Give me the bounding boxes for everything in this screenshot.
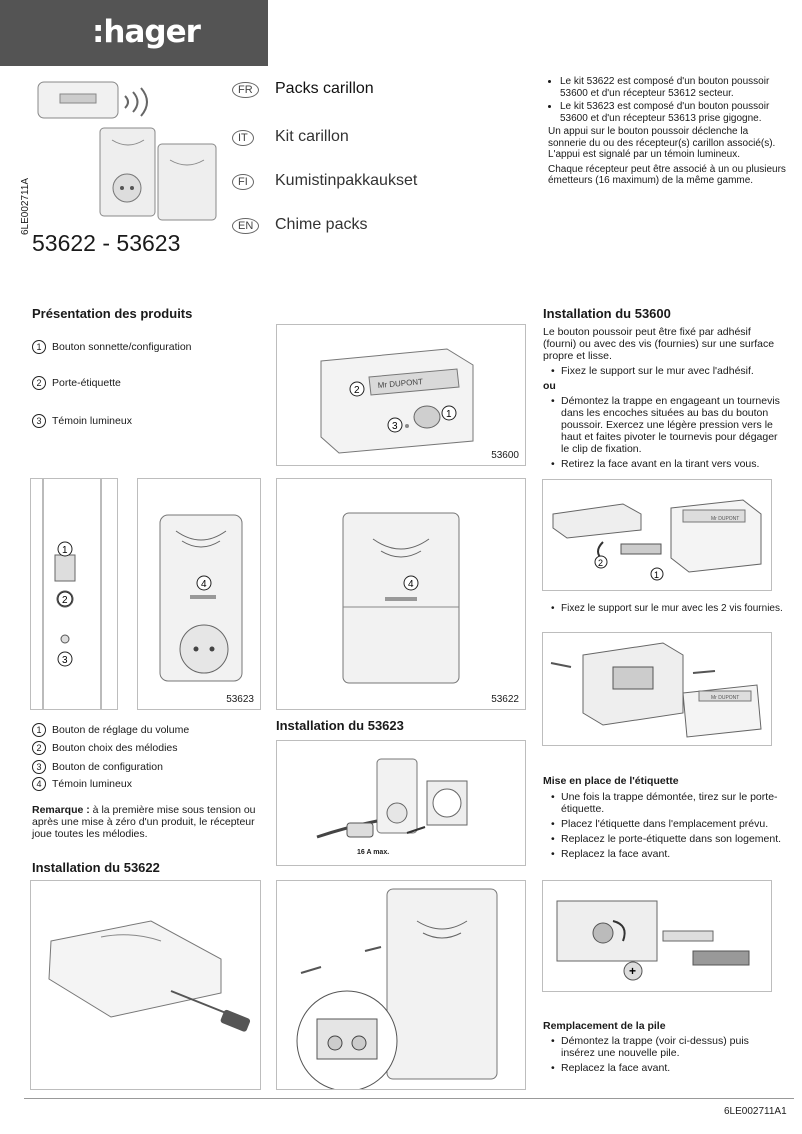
marker-number: 2: [32, 376, 46, 390]
lang-badge-en: EN: [232, 218, 259, 234]
etiquette-text: [543, 791, 783, 863]
marker-number: 1: [62, 545, 68, 556]
marker-number: 4: [408, 579, 414, 590]
document-code-vertical: 6LE002711A: [20, 177, 31, 235]
screw-mount-illustration: [543, 633, 771, 745]
item-label: Bouton de réglage du volume: [52, 724, 190, 736]
label-name: Mr DUPONT: [711, 516, 740, 522]
wall-mount-illustration: [277, 881, 525, 1089]
presentation-item: [32, 414, 132, 428]
marker-number: 3: [62, 655, 68, 666]
push-button-illustration: [277, 325, 525, 465]
label-name: Mr DUPONT: [711, 695, 740, 701]
receiver-item: [32, 741, 178, 755]
etiquette-step: • Replacez la face avant.: [553, 848, 783, 860]
receiver-item: [32, 760, 163, 774]
marker-number: 3: [32, 760, 46, 774]
plug-install-illustration: [277, 741, 525, 865]
figure-code: 53622: [491, 694, 519, 705]
etiquette-step: • Replacez le porte-étiquette dans son logement.: [553, 833, 783, 845]
install-or: ou: [543, 380, 556, 392]
label-name: Mr DUPONT: [377, 377, 424, 390]
figure-53623: [137, 478, 261, 710]
figure-remove-cover: [542, 479, 772, 591]
install-step: • Fixez le support sur le mur avec les 2 vis fournies.: [553, 603, 793, 615]
intro-paragraph: Un appui sur le bouton poussoir déclenche la sonnerie du ou des récepteur(s) carillon associé(s). L'appui est signalé par un témoin lumineux.: [548, 126, 776, 160]
remarque-label: Remarque :: [32, 804, 90, 816]
intro-text: [548, 76, 788, 190]
install-note: 16 A max.: [357, 849, 390, 856]
lang-title-fr: Packs carillon: [275, 80, 374, 97]
marker-number: 2: [32, 741, 46, 755]
pile-step: • Démontez la trappe (voir ci-dessus) puis insérez une nouvelle pile.: [553, 1035, 783, 1059]
brand-logo: :hager: [92, 14, 200, 50]
receiver-side-illustration: [31, 479, 117, 709]
item-label: Bouton choix des mélodies: [52, 742, 178, 754]
footer-code: 6LE002711A1: [724, 1106, 787, 1117]
lang-row-fi: [232, 172, 492, 192]
install-step: • Fixez le support sur le mur avec l'adhésif.: [553, 365, 785, 377]
lang-badge-it: IT: [232, 130, 254, 146]
remarque-text: à la première mise sous tension ou après une mise à zéro d'un produit, le récepteur joue toutes les mélodies.: [32, 804, 256, 840]
figure-install-53622-a: [30, 880, 261, 1090]
label-change-illustration: [543, 881, 771, 991]
receiver-item: [32, 777, 132, 791]
plug-receiver-illustration: [138, 479, 260, 709]
lang-row-it: [232, 128, 492, 148]
etiquette-step: • Une fois la trappe démontée, tirez sur le porte-étiquette.: [553, 791, 783, 815]
pile-text: [543, 1035, 783, 1077]
product-hero-illustration: [30, 76, 230, 226]
etiquette-step: • Placez l'étiquette dans l'emplacement prévu.: [553, 818, 783, 830]
marker-number: 3: [392, 421, 398, 432]
intro-bullet: • Le kit 53622 est composé d'un bouton poussoir 53600 et d'un récepteur 53612 secteur.: [560, 76, 788, 99]
remarque-note: [32, 804, 260, 840]
receiver-item: [32, 723, 189, 737]
marker-number: 2: [62, 595, 68, 606]
marker-number: 1: [654, 570, 660, 580]
presentation-item: [32, 376, 121, 390]
etiquette-title: Mise en place de l'étiquette: [543, 775, 679, 787]
item-label: Témoin lumineux: [52, 778, 132, 790]
marker-number: 3: [32, 414, 46, 428]
figure-install-53622-b: [276, 880, 526, 1090]
lang-row-en: [232, 216, 492, 236]
marker-number: 4: [201, 579, 207, 590]
figure-code: 53600: [491, 450, 519, 461]
presentation-item: [32, 340, 192, 354]
figure-code: 53623: [226, 694, 254, 705]
lang-title-fi: Kumistinpakkaukset: [275, 172, 418, 189]
intro-bullet: • Le kit 53623 est composé d'un bouton poussoir 53600 et d'un récepteur 53613 prise gigogne.: [560, 101, 788, 124]
item-label: Porte-étiquette: [52, 377, 121, 389]
figure-53622: [276, 478, 526, 710]
install-53622-title: Installation du 53622: [32, 860, 160, 875]
item-label: Bouton de configuration: [52, 761, 163, 773]
install-53600-screw-text: [543, 603, 793, 618]
figure-53600: [276, 324, 526, 466]
item-label: Bouton sonnette/configuration: [52, 341, 192, 353]
marker-number: 1: [32, 340, 46, 354]
pile-title: Remplacement de la pile: [543, 1020, 666, 1032]
install-53600-intro: Le bouton poussoir peut être fixé par adhésif (fourni) ou avec des vis (fournies) sur une surface propre et lisse.: [543, 326, 775, 362]
marker-number: 4: [32, 777, 46, 791]
marker-number: 1: [32, 723, 46, 737]
lang-title-it: Kit carillon: [275, 128, 349, 145]
lang-badge-fi: FI: [232, 174, 254, 190]
lang-badge-fr: FR: [232, 82, 259, 98]
remove-cover-illustration: [543, 480, 771, 590]
install-53600-title: Installation du 53600: [543, 306, 671, 321]
install-step: • Démontez la trappe en engageant un tournevis dans les encoches situées au bas du bouton poussoir. Exercez une légère pression vers le haut et faites pivoter le tournevis pour dégager le clip de fixation.: [553, 395, 785, 455]
lang-title-en: Chime packs: [275, 216, 368, 233]
brand-logo-box: [0, 0, 268, 66]
install-53600-text: [543, 326, 785, 473]
figure-screw-mount: [542, 632, 772, 746]
install-step: • Retirez la face avant en la tirant vers vous.: [553, 458, 785, 470]
item-label: Témoin lumineux: [52, 415, 132, 427]
pile-step: • Replacez la face avant.: [553, 1062, 783, 1074]
marker-number: 1: [446, 409, 452, 420]
marker-number: 2: [598, 558, 604, 568]
marker-number: 2: [354, 385, 360, 396]
intro-paragraph: Chaque récepteur peut être associé à un ou plusieurs émetteurs (16 maximum) de la même gamme.: [548, 163, 786, 186]
svg-text:+: +: [629, 964, 637, 978]
lang-row-fr: [232, 80, 492, 100]
install-53623-title: Installation du 53623: [276, 718, 404, 733]
figure-label-change: [542, 880, 772, 992]
figure-side-view: [30, 478, 118, 710]
screwdriver-illustration: [31, 881, 260, 1089]
figure-install-53623: [276, 740, 526, 866]
presentation-title: Présentation des produits: [32, 306, 193, 321]
footer-divider: [24, 1098, 794, 1099]
mains-receiver-illustration: [277, 479, 525, 709]
product-numbers: 53622 - 53623: [32, 230, 181, 256]
